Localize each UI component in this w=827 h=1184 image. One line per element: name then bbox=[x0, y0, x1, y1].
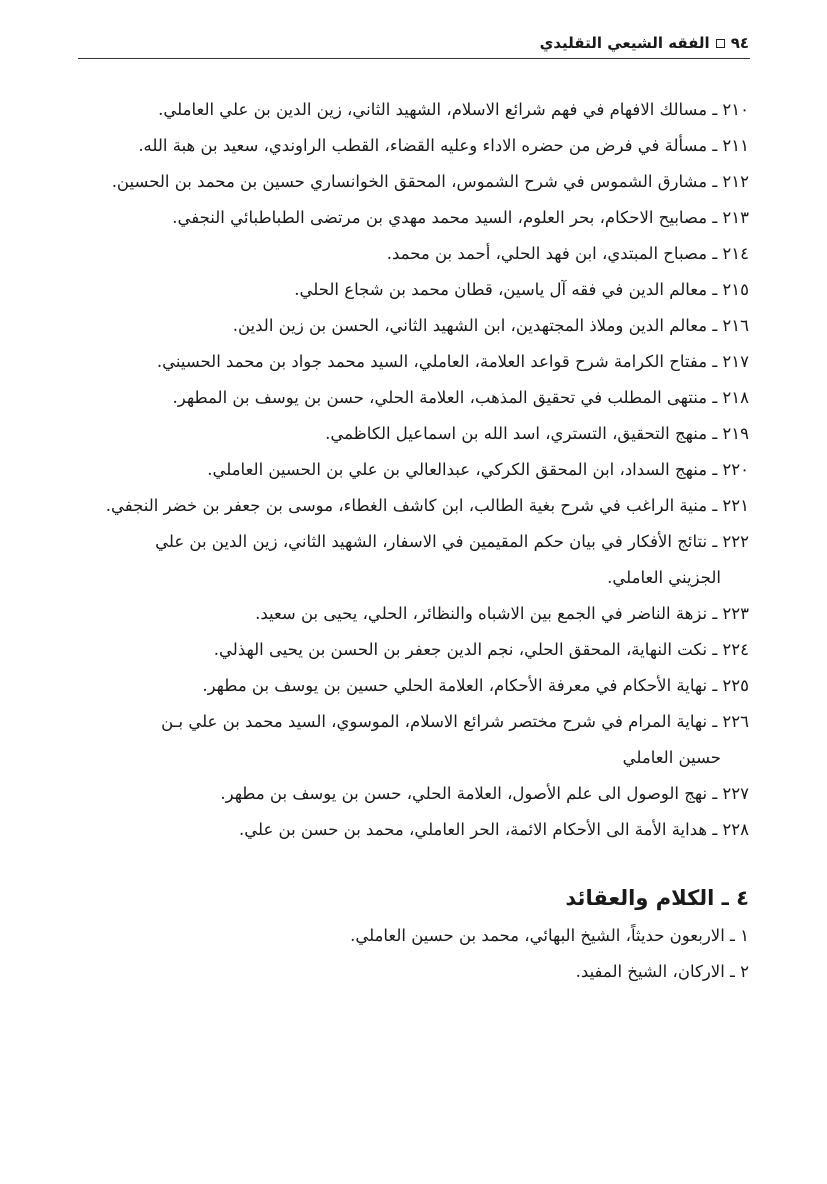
section-heading: ٤ ـ الكلام والعقائد bbox=[565, 886, 749, 910]
bibliography-entry bbox=[69, 416, 749, 452]
bibliography-entry bbox=[69, 918, 749, 954]
page-number: ٩٤ bbox=[730, 34, 749, 52]
entry-text: ٢١٦ ـ معالم الدين وملاذ المجتهدين، ابن الشهيد الثاني، الحسن بن زين الدين. bbox=[232, 316, 749, 335]
header-rule bbox=[78, 58, 750, 59]
entry-text: ٢١٧ ـ مفتاح الكرامة شرح قواعد العلامة، العاملي، السيد محمد جواد بن محمد الحسيني. bbox=[156, 352, 749, 371]
bibliography-entry bbox=[69, 524, 749, 596]
entry-text: ٢١٢ ـ مشارق الشموس في شرح الشموس، المحقق الخوانساري حسين بن محمد بن الحسين. bbox=[111, 172, 749, 191]
bibliography-entry bbox=[69, 236, 749, 272]
running-header bbox=[69, 30, 749, 56]
entry-text: ٢١٠ ـ مسالك الافهام في فهم شرائع الاسلام، الشهيد الثاني، زين الدين بن علي العاملي. bbox=[158, 100, 749, 119]
entry-text: ٢٢٤ ـ نكت النهاية، المحقق الحلي، نجم الدين جعفر بن الحسن بن يحيى الهذلي. bbox=[213, 640, 749, 659]
bibliography-entry bbox=[69, 632, 749, 668]
entry-text: ٢٢١ ـ منية الراغب في شرح بغية الطالب، ابن كاشف الغطاء، موسى بن جعفر بن خضر النجفي. bbox=[105, 496, 749, 515]
entry-text: ٢١٣ ـ مصابيح الاحكام، بحر العلوم، السيد محمد مهدي بن مرتضى الطباطبائي النجفي. bbox=[172, 208, 749, 227]
bibliography-entry bbox=[69, 92, 749, 128]
entry-text: ٢٢٠ ـ منهج السداد، ابن المحقق الكركي، عبدالعالي بن علي بن الحسين العاملي. bbox=[207, 460, 749, 479]
bibliography-entry bbox=[69, 596, 749, 632]
entry-text: ٢٢٨ ـ هداية الأمة الى الأحكام الائمة، الحر العاملي، محمد بن حسن بن علي. bbox=[238, 820, 749, 839]
bibliography-entry bbox=[69, 308, 749, 344]
bibliography-entry bbox=[69, 344, 749, 380]
bibliography-entry bbox=[69, 488, 749, 524]
entry-continuation: الجزيني العاملي. bbox=[607, 568, 721, 587]
book-title: الفقه الشيعي التقليدي bbox=[539, 34, 710, 52]
entry-text: ٢٢٦ ـ نهاية المرام في شرح مختصر شرائع الاسلام، الموسوي، السيد محمد بن علي بـن bbox=[161, 712, 749, 731]
entry-continuation: حسين العاملي bbox=[622, 748, 721, 767]
bibliography-entry bbox=[69, 380, 749, 416]
bibliography-entry bbox=[69, 668, 749, 704]
entry-text: ٢١٩ ـ منهج التحقيق، التستري، اسد الله بن اسماعيل الكاظمي. bbox=[325, 424, 749, 443]
entry-text: ٢٢٣ ـ نزهة الناضر في الجمع بين الاشباه والنظائر، الحلي، يحيى بن سعيد. bbox=[255, 604, 749, 623]
bibliography-entry bbox=[69, 812, 749, 848]
bibliography-entry bbox=[69, 128, 749, 164]
entry-text: ٢٢٥ ـ نهاية الأحكام في معرفة الأحكام، العلامة الحلي حسين بن يوسف بن مطهر. bbox=[202, 676, 749, 695]
entry-text: ٢١٨ ـ منتهى المطلب في تحقيق المذهب، العلامة الحلي، حسن بن يوسف بن المطهر. bbox=[172, 388, 749, 407]
bibliography-entry bbox=[69, 200, 749, 236]
bibliography-entry bbox=[69, 954, 749, 990]
bibliography-list bbox=[69, 92, 749, 990]
bibliography-entry bbox=[69, 452, 749, 488]
bibliography-entry bbox=[69, 164, 749, 200]
entry-text: ٢١٤ ـ مصباح المبتدي، ابن فهد الحلي، أحمد بن محمد. bbox=[386, 244, 749, 263]
entry-text: ٢٢٧ ـ نهج الوصول الى علم الأصول، العلامة الحلي، حسن بن يوسف بن مطهر. bbox=[220, 784, 749, 803]
bibliography-entry bbox=[69, 776, 749, 812]
bibliography-entry bbox=[69, 272, 749, 308]
entry-text: ٢١٥ ـ معالم الدين في فقه آل ياسين، قطان محمد بن شجاع الحلي. bbox=[294, 280, 749, 299]
entry-text: ٢ ـ الاركان، الشيخ المفيد. bbox=[575, 962, 749, 981]
entry-text: ٢١١ ـ مسألة في فرض من حضره الاداء وعليه القضاء، القطب الراوندي، سعيد بن هبة الله. bbox=[138, 136, 749, 155]
square-separator-icon bbox=[716, 39, 725, 48]
entry-text: ٢٢٢ ـ نتائج الأفكار في بيان حكم المقيمين في الاسفار، الشهيد الثاني، زين الدين بن علي bbox=[155, 532, 749, 551]
entry-text: ١ ـ الاربعون حديثاً، الشيخ البهائي، محمد بن حسين العاملي. bbox=[350, 926, 749, 945]
bibliography-entry bbox=[69, 704, 749, 776]
